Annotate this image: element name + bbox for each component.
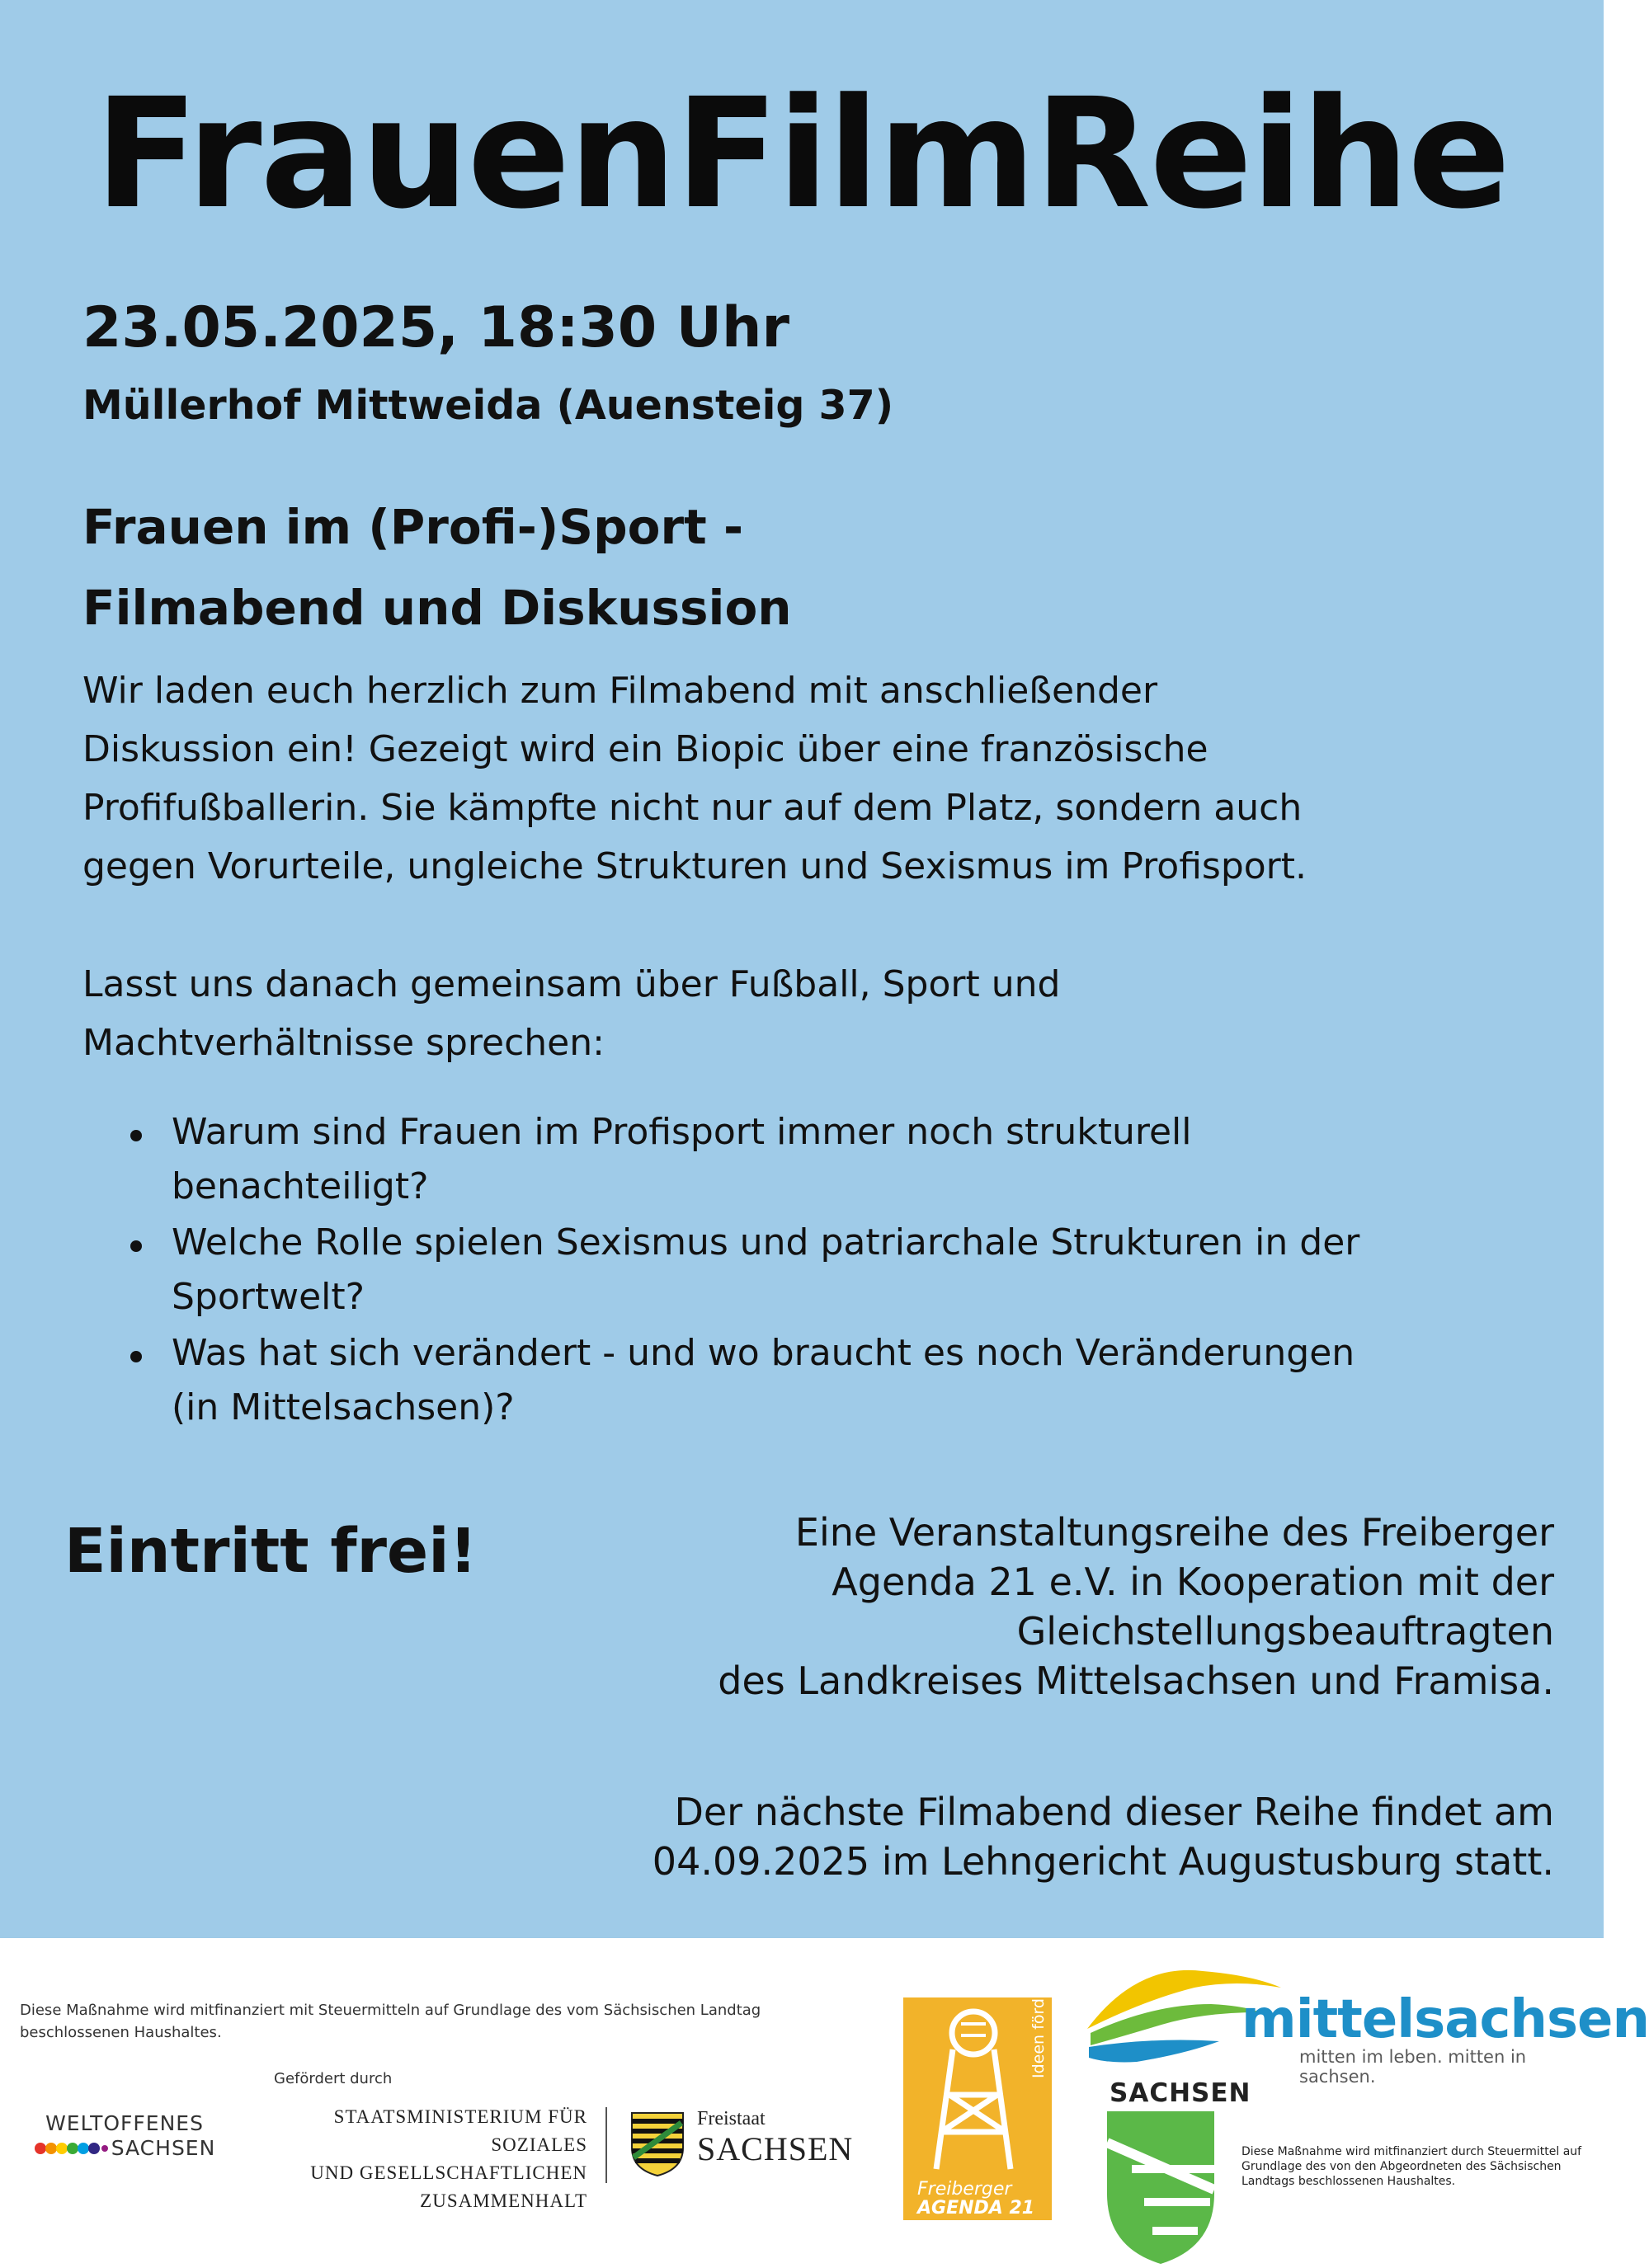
ministry-line: UND GESELLSCHAFTLICHEN — [310, 2162, 587, 2183]
organizer-line: Gleichstellungsbeauftragten — [1016, 1609, 1554, 1654]
freistaat-label: Freistaat — [697, 2108, 766, 2129]
list-item-line: Welche Rolle spielen Sexismus und patriarchale Strukturen in der — [172, 1221, 1360, 1263]
poster-title: FrauenFilmReihe — [94, 66, 1510, 242]
list-item — [124, 1326, 1543, 1435]
logo-part: mittel — [1241, 1989, 1415, 2050]
organizer-line: Eine Veranstaltungsreihe des Freiberger — [794, 1510, 1554, 1555]
sachsen-green-shield-icon — [1107, 2111, 1214, 2264]
bullet-icon — [130, 1351, 142, 1362]
divider — [605, 2107, 607, 2183]
subtitle-line: Frauen im (Profi-)Sport - — [82, 499, 744, 555]
list-item-line: Was hat sich verändert - und wo braucht es noch Veränderungen — [172, 1332, 1355, 1374]
weltoffenes-sachsen-logo — [21, 2113, 228, 2160]
discussion-questions-list — [124, 1105, 1543, 1437]
funding-note-2: Diese Maßnahme wird mitfinanziert durch Steuermittel auf Grundlage des von den Abgeordneten des Sächsischen Landtags beschlossenen Haushaltes. — [1241, 2145, 1582, 2188]
mittelsachsen-logo-text — [1241, 1989, 1649, 2050]
freistaat-sachsen-label: SACHSEN — [697, 2130, 854, 2167]
subtitle-line: Filmabend und Diskussion — [82, 580, 792, 636]
paragraph-line: Diskussion ein! Gezeigt wird ein Biopic über eine französische — [82, 728, 1208, 770]
event-subtitle — [82, 487, 792, 648]
organizer-line: des Landkreises Mittelsachsen und Framisa. — [718, 1659, 1554, 1703]
next-event-line: 04.09.2025 im Lehngericht Augustusburg statt. — [652, 1839, 1554, 1884]
funding-note: Diese Maßnahme wird mitfinanziert mit Steuermitteln auf Grundlage des vom Sächsischen Landtag beschlossenen Haushaltes. — [20, 2002, 761, 2041]
ministry-line: STAATSMINISTERIUM FÜR SOZIALES — [333, 2106, 587, 2155]
paragraph-line: Lasst uns danach gemeinsam über Fußball, Sport und — [82, 963, 1061, 1005]
description-paragraph — [82, 661, 1567, 896]
agenda-slogan: Ideen fördern — [1029, 1972, 1048, 2078]
saxony-coat-of-arms-icon — [629, 2110, 686, 2179]
next-event-note — [482, 1787, 1554, 1886]
mining-tower-icon — [928, 2004, 1019, 2173]
list-item — [124, 1105, 1543, 1214]
list-item-line: (in Mittelsachsen)? — [172, 1386, 515, 1428]
bullet-icon — [130, 1240, 142, 1252]
discussion-intro-paragraph — [82, 955, 1567, 1072]
logo-part: sachsen — [1414, 1989, 1649, 2050]
paragraph-line: Machtverhältnisse sprechen: — [82, 1022, 605, 1064]
event-date: 23.05.2025, 18:30 Uhr — [82, 295, 789, 360]
list-item-line: benachteiligt? — [172, 1165, 429, 1207]
sachsen-logo-label: SACHSEN — [1110, 2078, 1251, 2108]
event-location: Müllerhof Mittweida (Auensteig 37) — [82, 382, 894, 429]
free-entry-note: Eintritt frei! — [64, 1516, 478, 1587]
paragraph-line: Wir laden euch herzlich zum Filmabend mit anschließender — [82, 670, 1158, 712]
colored-dots-icon — [34, 2140, 108, 2157]
organizer-note — [482, 1508, 1554, 1706]
agenda-line: Freiberger — [917, 2179, 1012, 2200]
next-event-line: Der nächste Filmabend dieser Reihe findet am — [674, 1790, 1554, 1834]
ministry-logo-text — [274, 2103, 587, 2215]
logo-text: WELTOFFENES — [45, 2111, 204, 2135]
list-item — [124, 1216, 1543, 1325]
list-item-line: Warum sind Frauen im Profisport immer noch strukturell — [172, 1111, 1192, 1153]
paragraph-line: gegen Vorurteile, ungleiche Strukturen und Sexismus im Profisport. — [82, 845, 1307, 887]
ministry-line: ZUSAMMENHALT — [420, 2190, 587, 2211]
agenda-line: AGENDA 21 — [917, 2198, 1035, 2219]
list-item-line: Sportwelt? — [172, 1276, 365, 1318]
paragraph-line: Profifußballerin. Sie kämpfte nicht nur auf dem Platz, sondern auch — [82, 787, 1303, 829]
bullet-icon — [130, 1130, 142, 1141]
organizer-line: Agenda 21 e.V. in Kooperation mit der — [832, 1560, 1554, 1604]
logo-text: SACHSEN — [111, 2136, 216, 2160]
mittelsachsen-tagline: mitten im leben. mitten in sachsen. — [1299, 2047, 1527, 2087]
funded-by-label: Gefördert durch — [274, 2070, 393, 2087]
